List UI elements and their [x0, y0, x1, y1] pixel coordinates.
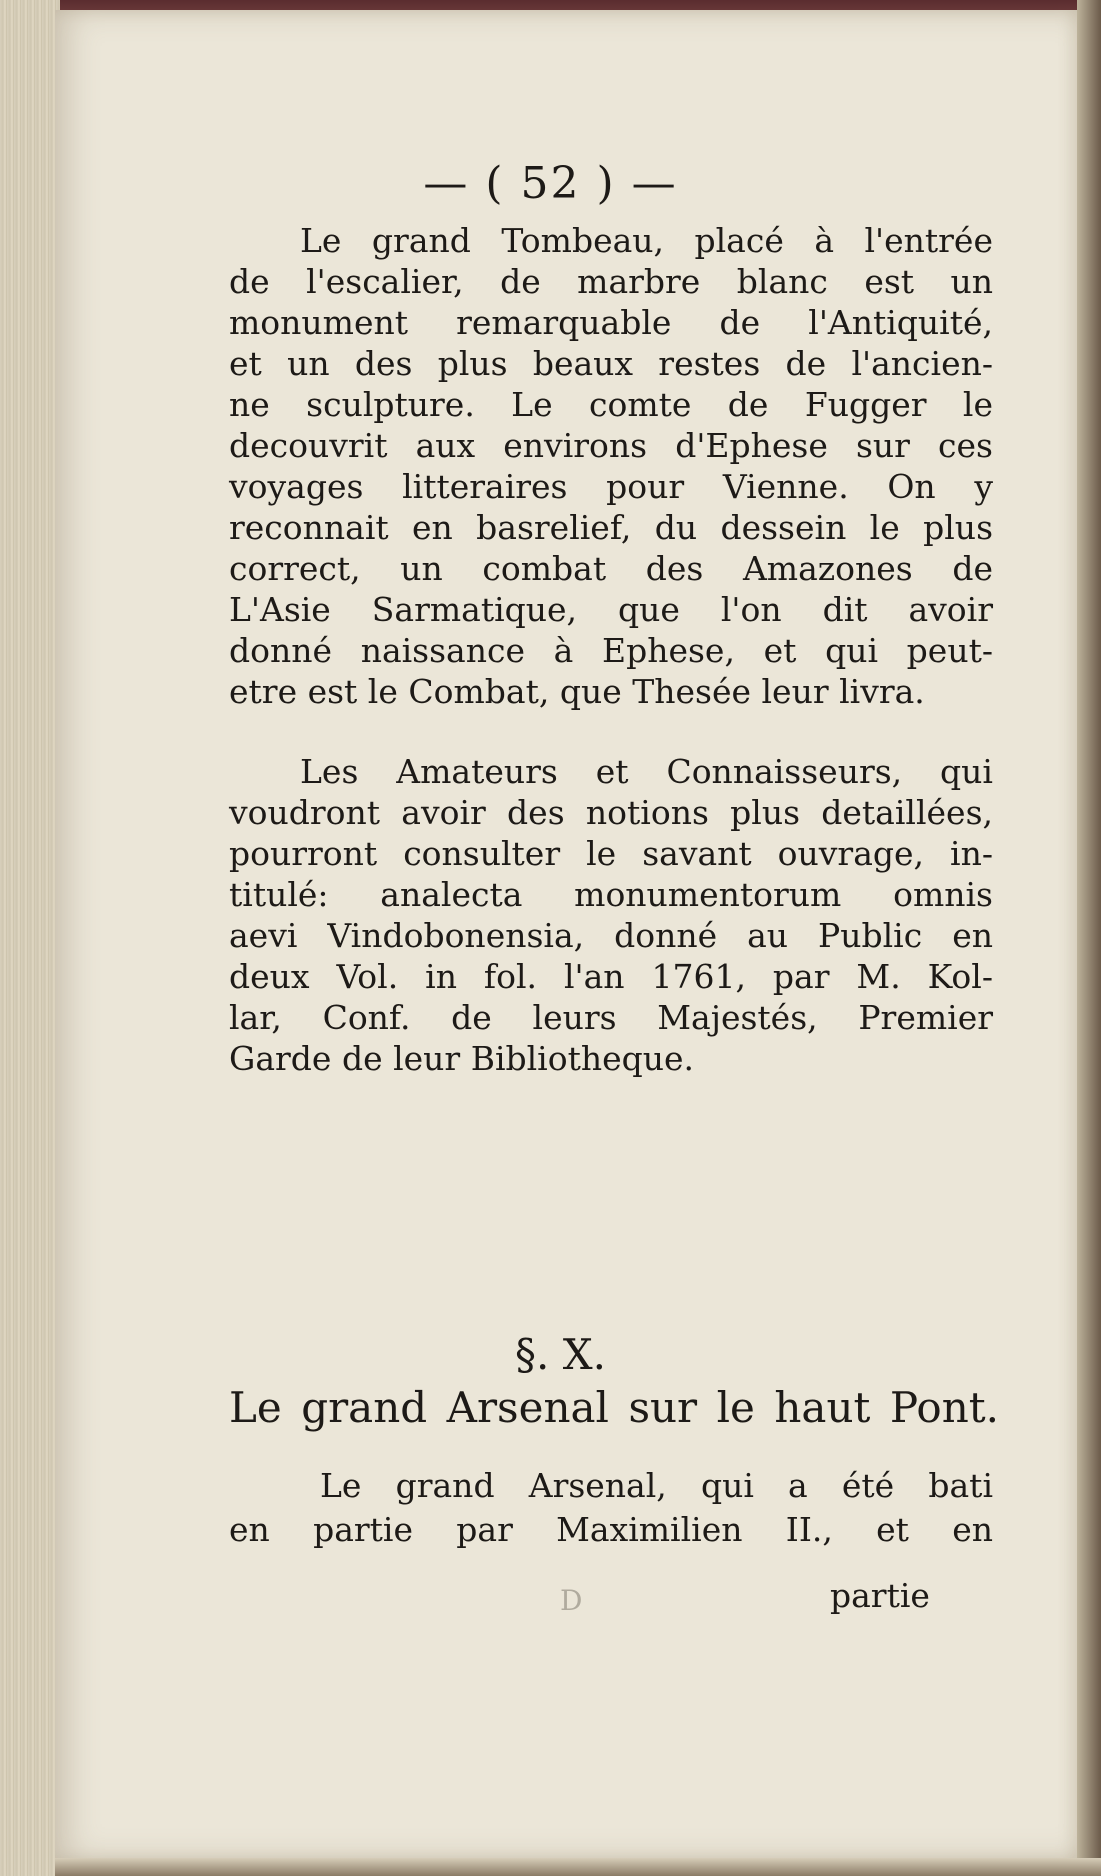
text-line: Les Amateurs et Connaisseurs, qui: [300, 752, 993, 791]
text-line: de l'escalier, de marbre blanc est un: [229, 262, 993, 301]
text-line: en partie par Maximilien II., et en: [229, 1510, 993, 1549]
text-line: decouvrit aux environs d'Ephese sur ces: [229, 426, 993, 465]
text-line: ne sculpture. Le comte de Fugger le: [229, 385, 993, 424]
text-line: voyages litteraires pour Vienne. On y: [229, 467, 993, 506]
text-line: aevi Vindobonensia, donné au Public en: [229, 916, 993, 955]
text-line: et un des plus beaux restes de l'ancien-: [229, 344, 993, 383]
page-right-edge: [1077, 0, 1101, 1876]
text-line: Le grand Arsenal, qui a été bati: [320, 1466, 993, 1505]
text-line: lar, Conf. de leurs Majestés, Premier: [229, 998, 993, 1037]
page-stack-edge: [0, 0, 60, 1876]
text-line: reconnait en basrelief, du dessein le plus: [229, 508, 993, 547]
text-line: deux Vol. in fol. l'an 1761, par M. Kol-: [229, 957, 993, 996]
text-line: Garde de leur Bibliotheque.: [229, 1039, 695, 1078]
page-bottom-edge: [55, 1858, 1101, 1876]
section-number: §. X.: [515, 1330, 606, 1379]
text-line: voudront avoir des notions plus detaillées,: [229, 793, 993, 832]
text-line: monument remarquable de l'Antiquité,: [229, 303, 993, 342]
text-line: etre est le Combat, que Thesée leur livra.: [229, 672, 925, 711]
section-title: Le grand Arsenal sur le haut Pont.: [229, 1383, 999, 1432]
page-number: — ( 52 ) —: [423, 158, 678, 209]
catchword: partie: [830, 1576, 930, 1615]
text-line: titulé: analecta monumentorum omnis: [229, 875, 993, 914]
text-line: donné naissance à Ephese, et qui peut-: [229, 631, 993, 670]
text-line: L'Asie Sarmatique, que l'on dit avoir: [229, 590, 993, 629]
text-line: Le grand Tombeau, placé à l'entrée: [300, 221, 993, 260]
text-line: pourront consulter le savant ouvrage, in-: [229, 834, 993, 873]
signature-mark: D: [560, 1584, 583, 1617]
text-line: correct, un combat des Amazones de: [229, 549, 993, 588]
